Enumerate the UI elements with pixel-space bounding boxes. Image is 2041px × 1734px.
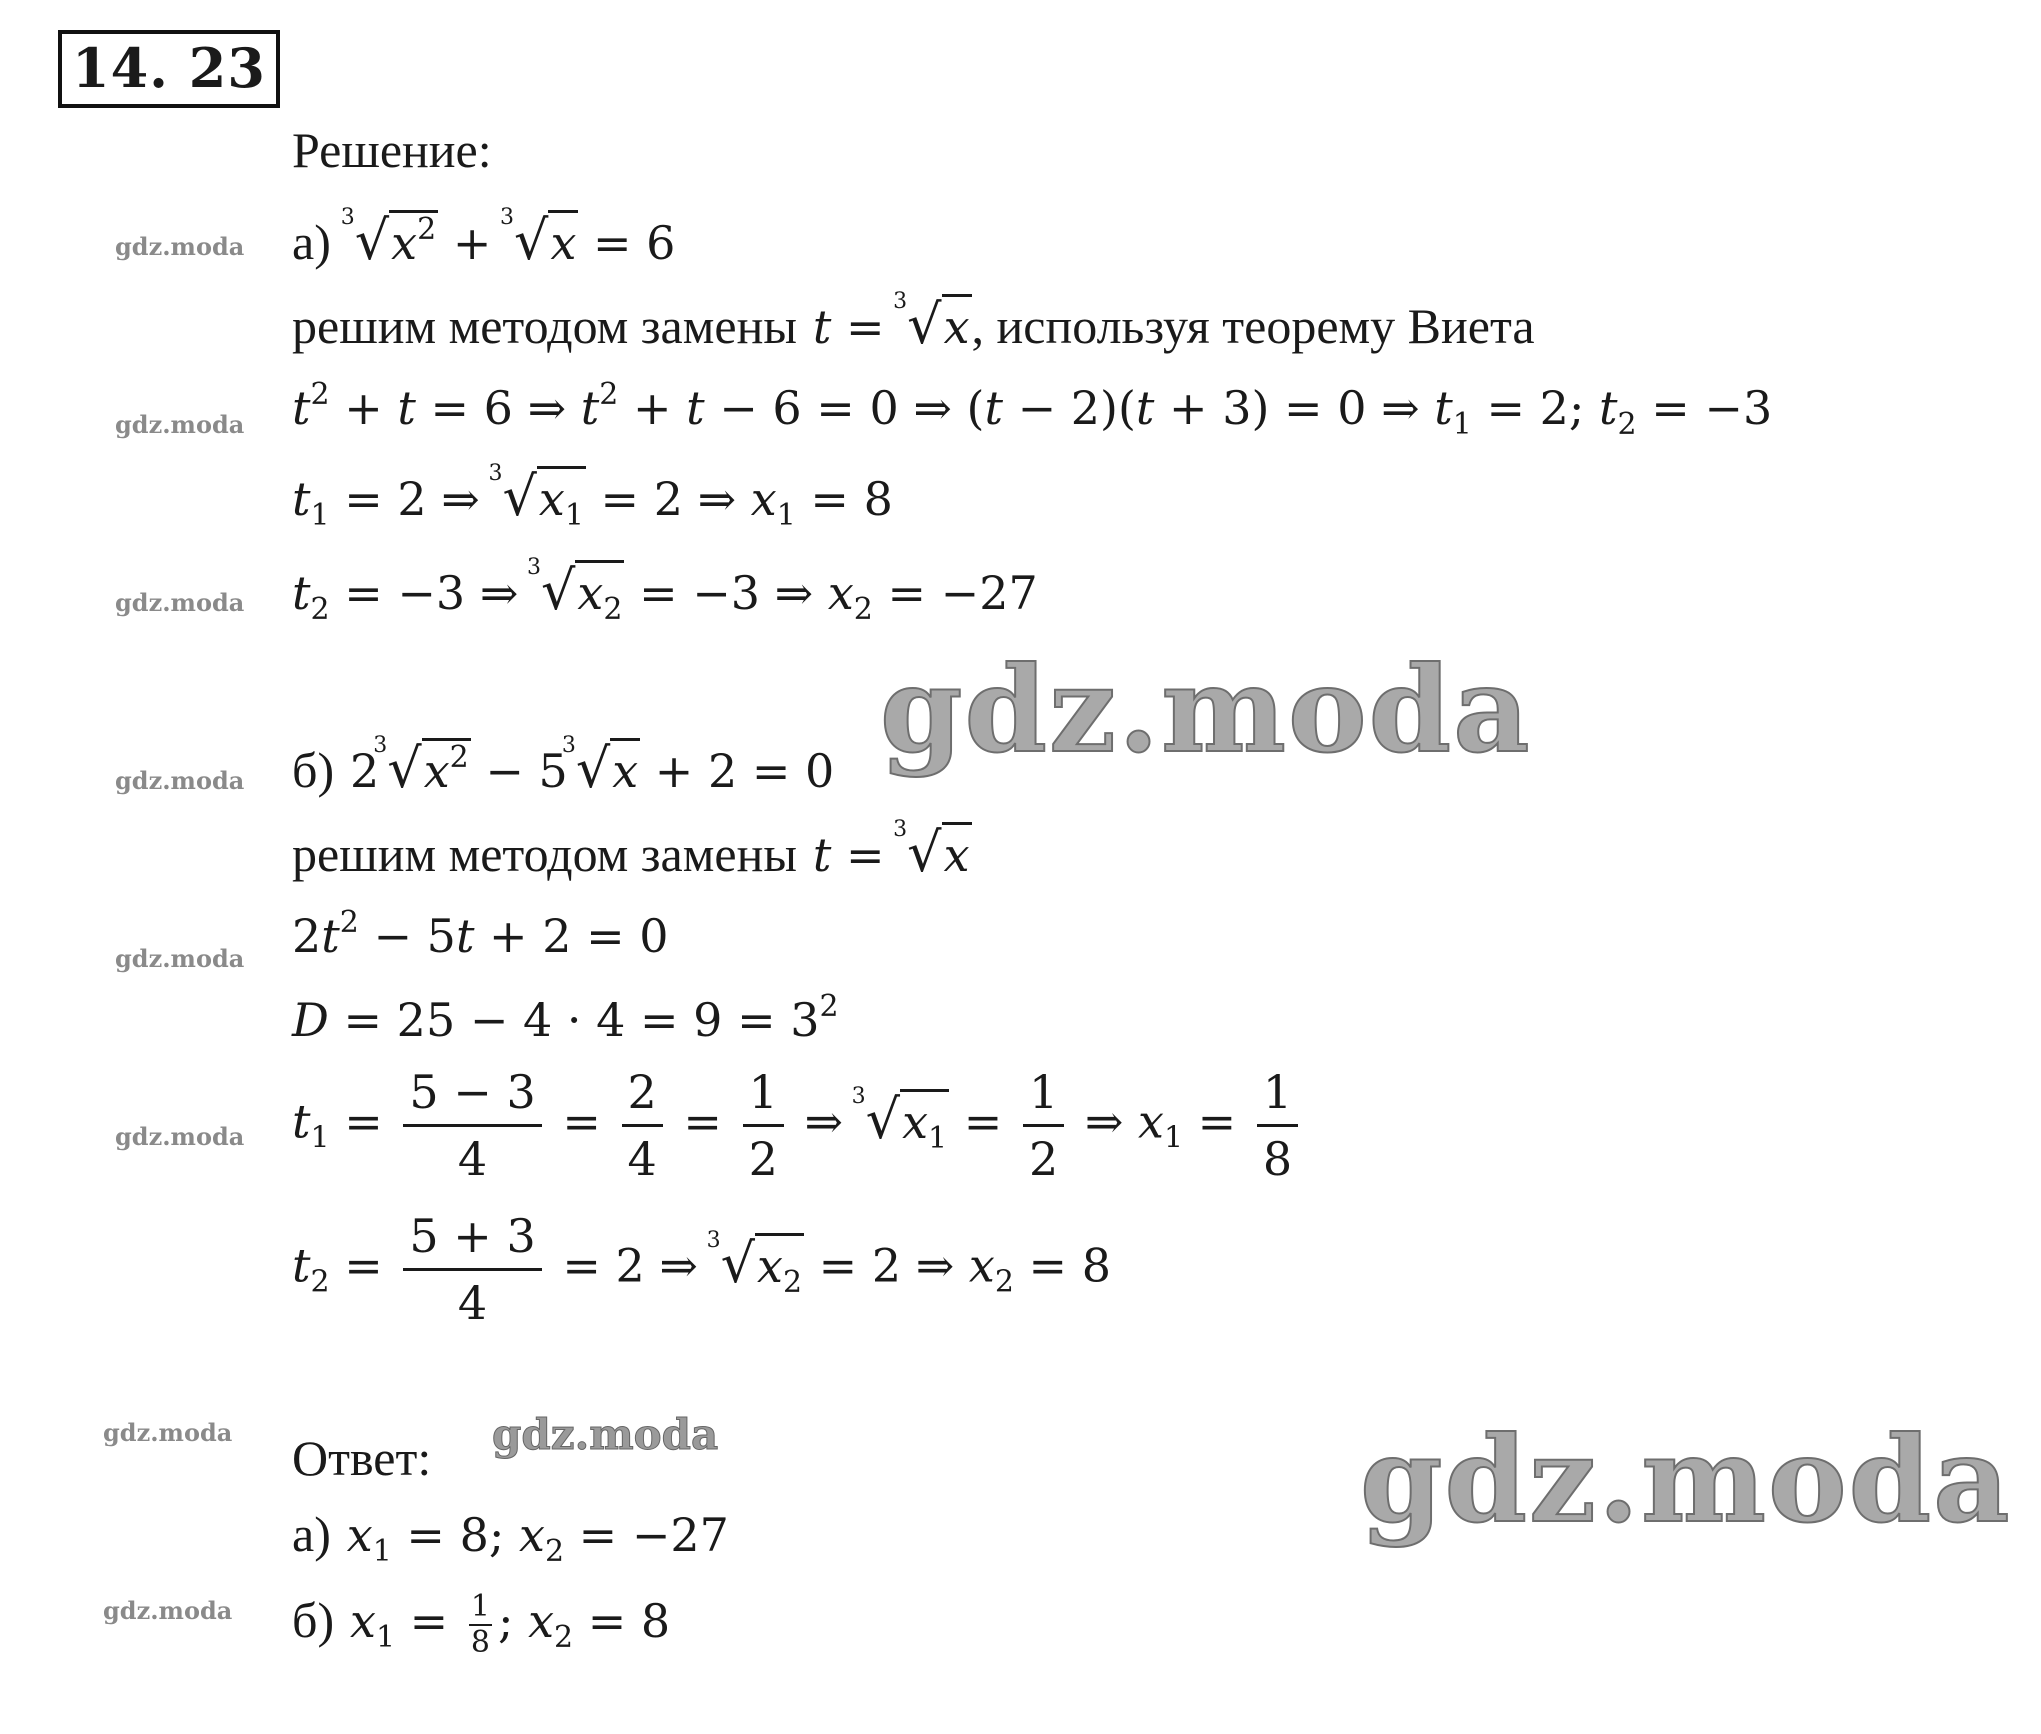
part-b-equation: б) 2 3 $√x^2 - 5$ 3 √x + 2 = 0 <box>292 733 835 800</box>
answer-heading: Ответ: <box>292 1430 432 1486</box>
part-b-discriminant: $D = 25 - 4 \cdot 4 = 9 = 3^2$ <box>292 989 839 1047</box>
part-b-method: решим методом замены t = 3 √x <box>292 817 970 884</box>
answer-b-label: б) <box>292 1592 335 1648</box>
watermark-large: gdz.moda <box>1360 1410 2012 1549</box>
solution-heading: Решение: <box>292 122 492 178</box>
watermark-small: gdz.moda <box>115 944 245 973</box>
watermark-small: gdz.moda <box>103 1418 233 1447</box>
part-a-method: решим методом замены t = 3 √x, используя теорему Виета <box>292 289 1535 356</box>
watermark-large: gdz.moda <box>880 640 1532 779</box>
part-a-quadratic: $t^2 + t = 6$ ⇒ $t^2 + t - 6 = 0$ ⇒ (t − 2)(t + 3) = 0 ⇒ $t_1 = 2$; $t_2 = -3$ <box>292 377 1773 442</box>
part-b-t2: $t_2$ = $\frac{5 + 3}{4}$ = 2 ⇒ 3 $√x_2 = 2$ ⇒ $x_2 = 8$ <box>292 1204 1111 1335</box>
answer-b: б) $x_1$ = $\frac{1}{8}$ ; $x_2 = 8$ <box>292 1589 671 1660</box>
part-a-method-suffix: , используя теорему Виета <box>971 298 1535 354</box>
part-a-t1: $t_1 = 2$ ⇒ 3 $√x_1 = 2$ ⇒ $x_1 = 8$ <box>292 461 893 533</box>
problem-number: 14. 23 <box>58 30 280 108</box>
watermark-small: gdz.moda <box>103 1596 233 1625</box>
watermark-small: gdz.moda <box>115 232 245 261</box>
part-a-equation: а) 3 $√x^2$ + 3 √x = 6 <box>292 205 676 272</box>
part-a-t2: $t_2 = -3$ ⇒ 3 $√x_2 = -3$ ⇒ $x_2 = -27$ <box>292 555 1038 627</box>
answer-a-label: а) <box>292 1506 331 1562</box>
part-b-label: б) <box>292 742 335 798</box>
watermark-small: gdz.moda <box>115 410 245 439</box>
part-a-method-text: решим методом замены <box>292 298 797 354</box>
answer-a: а) $x_1 = 8$; $x_2 = -27$ <box>292 1506 729 1569</box>
watermark-small: gdz.moda <box>115 766 245 795</box>
watermark-medium: gdz.moda <box>492 1410 719 1459</box>
part-b-t1: $t_1$ = $\frac{5 - 3}{4}$ = $\frac{2}{4}$ = $\frac{1}{2}$ ⇒ 3 $√x_1$ = $\frac{1}{2}$ ⇒ $x_1$ = $\frac{1}{8}$ <box>292 1060 1304 1191</box>
watermark-small: gdz.moda <box>115 588 245 617</box>
part-a-label: а) <box>292 214 331 270</box>
part-b-method-text: решим методом замены <box>292 826 797 882</box>
watermark-small: gdz.moda <box>115 1122 245 1151</box>
part-b-quadratic: $2t^2 - 5t + 2 = 0$ <box>292 905 669 963</box>
